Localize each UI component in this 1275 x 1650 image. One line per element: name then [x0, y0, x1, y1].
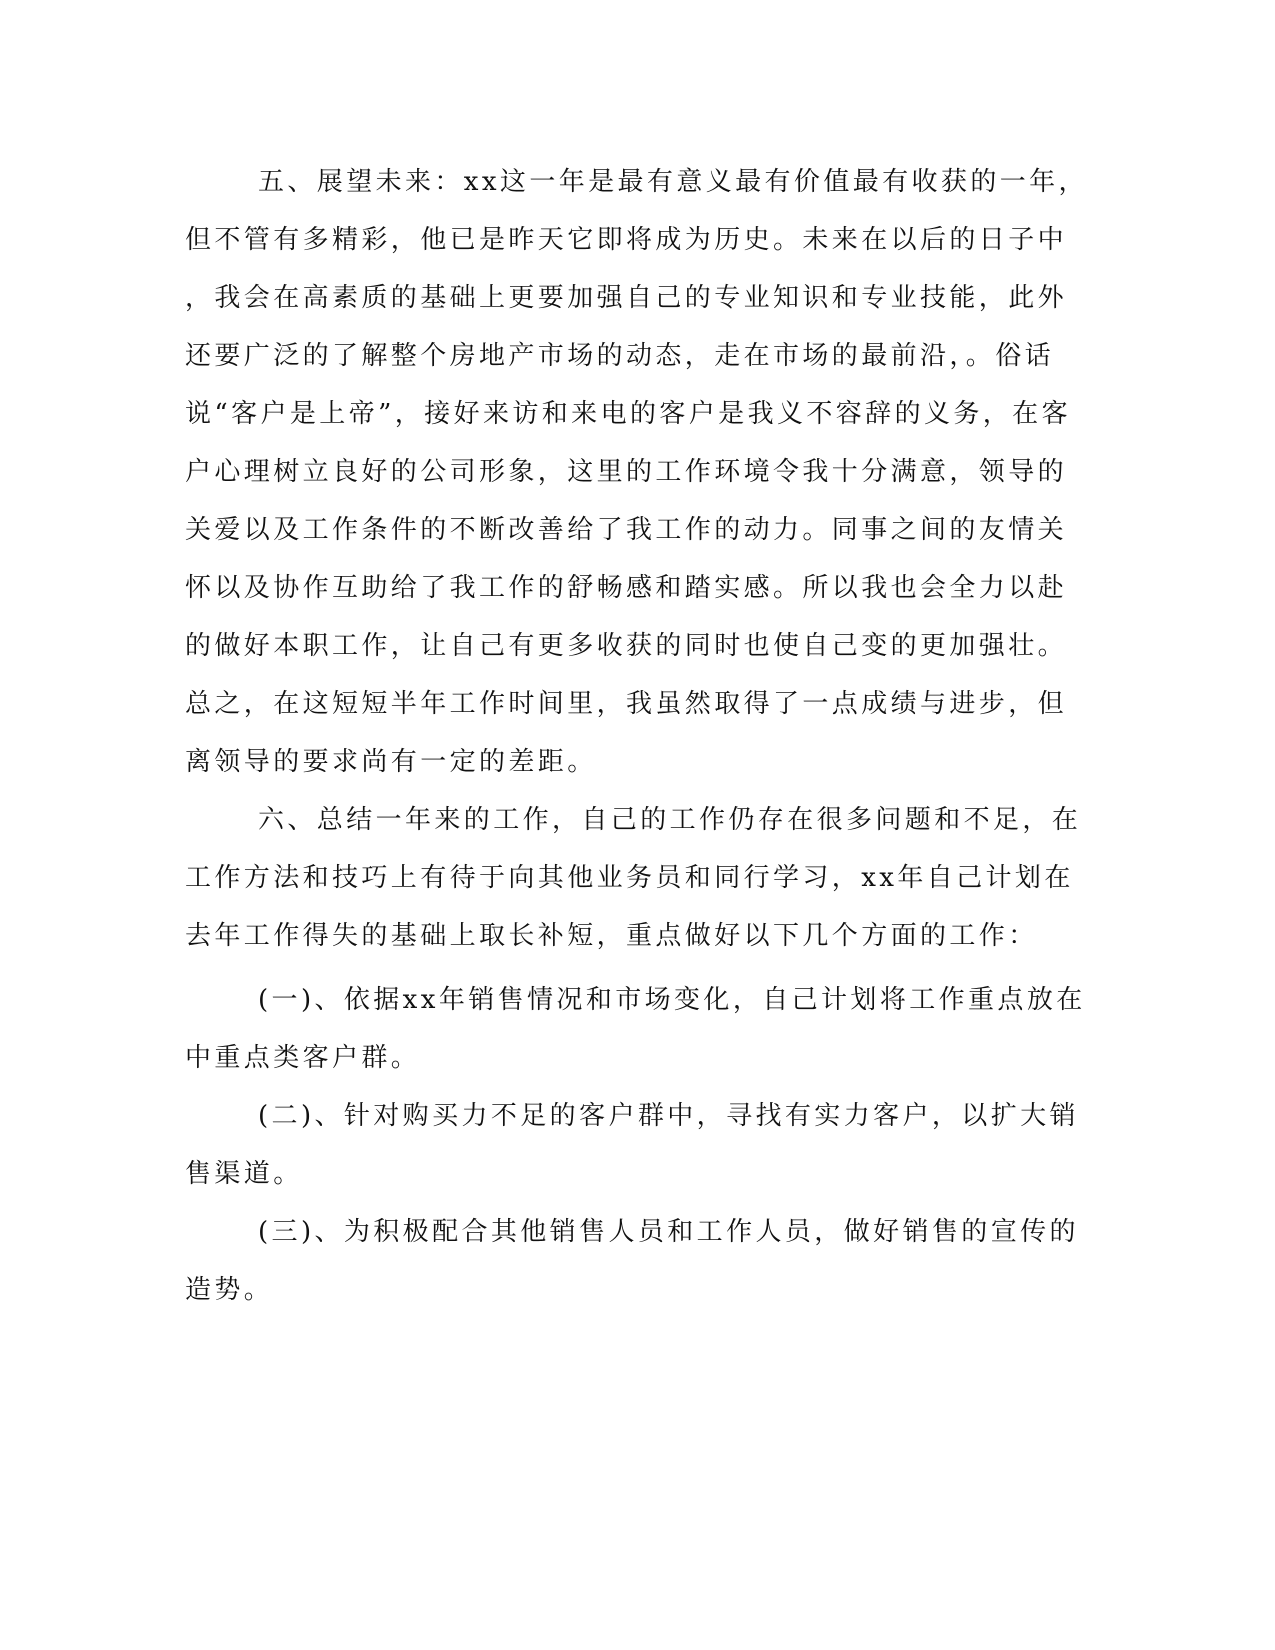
item-3-line-1: (三)、为积极配合其他销售人员和工作人员，做好销售的宣传的 [258, 1217, 1079, 1247]
paragraph-5-line-8: 怀以及协作互助给了我工作的舒畅感和踏实感。所以我也会全力以赴 [185, 573, 1068, 603]
paragraph-5-line-6: 户心理树立良好的公司形象，这里的工作环境令我十分满意，领导的 [185, 457, 1068, 487]
paragraph-5-line-4: 还要广泛的了解整个房地产市场的动态，走在市场的最前沿，。俗话 [185, 341, 1055, 371]
item-2-line-1: (二)、针对购买力不足的客户群中，寻找有实力客户，以扩大销 [258, 1101, 1079, 1131]
paragraph-5-line-1: 五、展望未来：xx这一年是最有意义最有价值最有收获的一年， [258, 167, 1088, 197]
item-1-line-1: (一)、依据xx年销售情况和市场变化，自己计划将工作重点放在 [258, 985, 1086, 1015]
paragraph-5-line-5: 说“客户是上帝”，接好来访和来电的客户是我义不容辞的义务，在客 [185, 399, 1071, 429]
item-2-line-2: 售渠道。 [185, 1159, 303, 1189]
paragraph-5-line-3: ，我会在高素质的基础上更要加强自己的专业知识和专业技能，此外 [185, 283, 1068, 313]
item-3-line-2: 造势。 [185, 1275, 274, 1305]
paragraph-6-line-3: 去年工作得失的基础上取长补短，重点做好以下几个方面的工作： [185, 921, 1038, 951]
paragraph-5-line-7: 关爱以及工作条件的不断改善给了我工作的动力。同事之间的友情关 [185, 515, 1068, 545]
paragraph-6-line-1: 六、总结一年来的工作，自己的工作仍存在很多问题和不足，在 [258, 805, 1082, 835]
paragraph-5-line-2: 但不管有多精彩，他已是昨天它即将成为历史。未来在以后的日子中 [185, 225, 1068, 255]
paragraph-6-line-2: 工作方法和技巧上有待于向其他业务员和同行学习，xx年自己计划在 [185, 863, 1074, 893]
paragraph-5-line-9: 的做好本职工作，让自己有更多收获的同时也使自己变的更加强壮。 [185, 631, 1068, 661]
paragraph-5-line-10: 总之，在这短短半年工作时间里，我虽然取得了一点成绩与进步，但 [185, 689, 1068, 719]
item-1-line-2: 中重点类客户群。 [185, 1043, 421, 1073]
paragraph-5-line-11: 离领导的要求尚有一定的差距。 [185, 747, 597, 777]
